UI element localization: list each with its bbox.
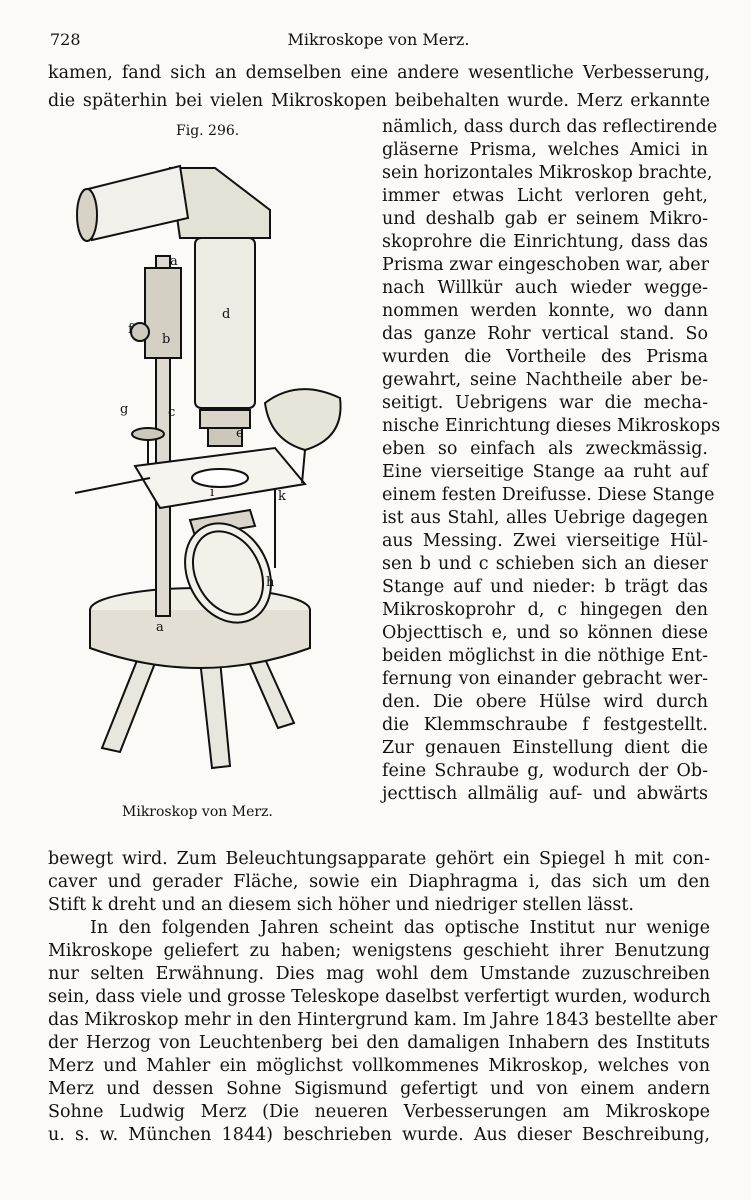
part-label-i: i [210, 485, 215, 500]
text-line: Mikroskoprohr d, c hingegen den [382, 600, 708, 620]
part-label-c: c [168, 405, 176, 420]
part-label-e: e [236, 426, 244, 441]
text-line: gewahrt, seine Nachtheile aber be- [382, 370, 708, 390]
text-line: und deshalb gab er seinem Mikro- [382, 209, 708, 229]
text-line: beiden möglichst in die nöthige Ent- [382, 646, 708, 666]
text-line: wurden die Vortheile des Prisma [382, 347, 708, 367]
text-line: Objecttisch e, und so können diese [382, 623, 708, 643]
text-line: u. s. w. München 1844) beschrieben wurde. Aus dieser Beschreibung, [48, 1125, 710, 1145]
part-label-a-bottom: a [156, 620, 164, 635]
text-line: die Klemmschraube f festgestellt. [382, 715, 708, 735]
text-line: seitigt. Uebrigens war die mecha- [382, 393, 708, 413]
text-line: skoprohre die Einrichtung, dass das [382, 232, 708, 252]
text-line: sein horizontales Mikroskop brachte, [382, 163, 713, 183]
text-line: nommen werden konnte, wo dann [382, 301, 708, 321]
text-line: bewegt wird. Zum Beleuchtungsapparate gehört ein Spiegel h mit con- [48, 849, 710, 869]
part-label-d: d [222, 307, 231, 322]
text-line: jecttisch allmälig auf- und abwärts [382, 784, 708, 804]
text-line: das Mikroskop mehr in den Hintergrund kam. Im Jahre 1843 bestellte aber [48, 1010, 718, 1030]
text-line: Mikroskope geliefert zu haben; wenigstens geschieht ihrer Benutzung [48, 941, 710, 961]
text-line: gläserne Prisma, welches Amici in [382, 140, 708, 160]
text-line: Sohne Ludwig Merz (Die neueren Verbesserungen am Mikroskope [48, 1102, 710, 1122]
text-line: sein, dass viele und grosse Teleskope daselbst verfertigt wurden, wodurch [48, 987, 711, 1007]
text-line: das ganze Rohr vertical stand. So [382, 324, 708, 344]
text-line: Merz und dessen Sohne Sigismund gefertigt und von einem andern [48, 1079, 710, 1099]
text-line: In den folgenden Jahren scheint das optische Institut nur wenige [90, 918, 710, 938]
text-line: immer etwas Licht verloren geht, [382, 186, 708, 206]
part-label-f: f [128, 322, 133, 337]
figure-label: Fig. 296. [176, 123, 240, 139]
text-line: Stift k dreht und an diesem sich höher und niedriger stellen lässt. [48, 895, 634, 915]
part-label-g: g [120, 402, 129, 417]
text-line: feine Schraube g, wodurch der Ob- [382, 761, 708, 781]
text-line: kamen, fand sich an demselben eine andere wesentliche Verbesserung, [48, 63, 710, 83]
text-line: einem festen Dreifusse. Diese Stange [382, 485, 715, 505]
text-line: eben so einfach als zweckmässig. [382, 439, 708, 459]
text-line: nach Willkür auch wieder wegge- [382, 278, 708, 298]
text-line: fernung von einander gebracht wer- [382, 669, 708, 689]
text-line: Eine vierseitige Stange aa ruht auf [382, 462, 708, 482]
text-line: nämlich, dass durch das reflectirende [382, 117, 718, 137]
part-label-k: k [278, 489, 286, 504]
text-line: aus Messing. Zwei vierseitige Hül- [382, 531, 708, 551]
running-title: Mikroskope von Merz. [287, 30, 470, 49]
part-label-h: h [266, 575, 275, 590]
text-line: den. Die obere Hülse wird durch [382, 692, 708, 712]
text-line: nur selten Erwähnung. Dies mag wohl dem Umstande zuzuschreiben [48, 964, 710, 984]
page-header [50, 30, 707, 54]
text-line: ist aus Stahl, alles Uebrige dagegen [382, 508, 708, 528]
text-line: Prisma zwar eingeschoben war, aber [382, 255, 709, 275]
text-line: Merz und Mahler ein möglichst vollkommenes Mikroskop, welches von [48, 1056, 710, 1076]
text-line: der Herzog von Leuchtenberg bei den damaligen Inhabern des Instituts [48, 1033, 710, 1053]
figure-caption: Mikroskop von Merz. [122, 804, 273, 820]
text-line: Stange auf und nieder: b trägt das [382, 577, 708, 597]
part-label-b: b [162, 332, 171, 347]
text-line: Zur genauen Einstellung dient die [382, 738, 708, 758]
text-line: caver und gerader Fläche, sowie ein Diaphragma i, das sich um den [48, 872, 710, 892]
text-line: sen b und c schieben sich an dieser [382, 554, 708, 574]
microscope-illustration [40, 148, 370, 798]
part-label-a-top: a [170, 254, 178, 269]
page-number: 728 [50, 30, 81, 49]
text-line: nische Einrichtung dieses Mikroskops [382, 416, 721, 436]
figure-296 [40, 120, 370, 820]
text-line: die späterhin bei vielen Mikroskopen beibehalten wurde. Merz erkannte [48, 91, 710, 111]
